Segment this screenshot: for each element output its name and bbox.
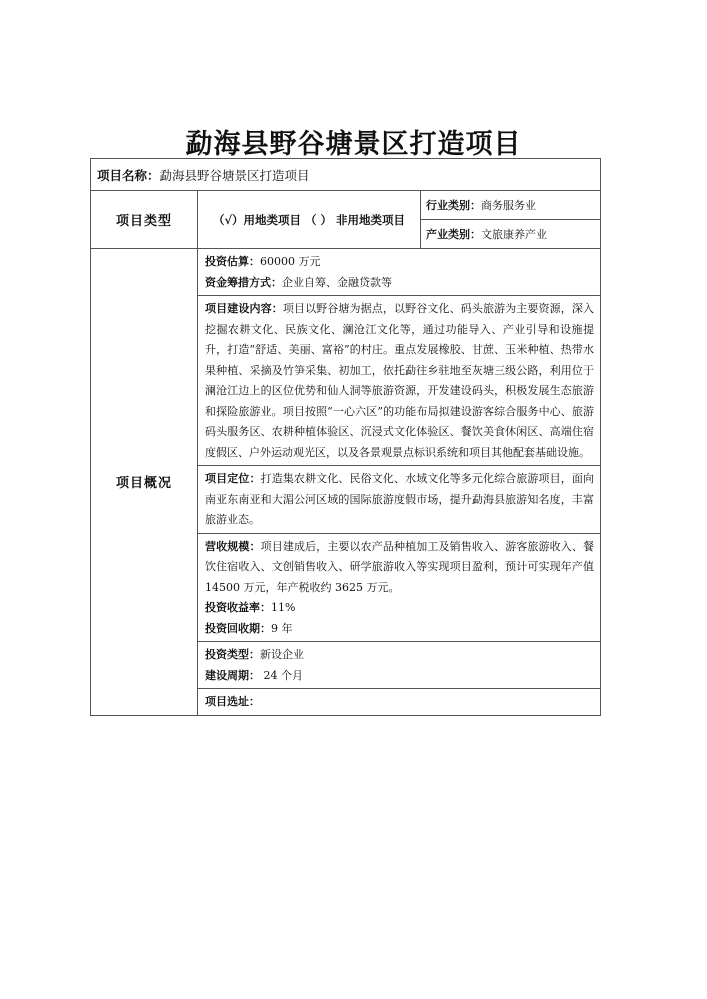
project-name-cell — [91, 159, 601, 191]
sector-value: 文旅康养产业 — [481, 228, 547, 241]
roi-value: 11% — [271, 601, 296, 614]
project-name-value: 勐海县野谷塘景区打造项目 — [159, 167, 310, 183]
construction-label: 项目建设内容： — [205, 302, 283, 315]
period-label: 建设周期： — [205, 668, 260, 682]
revenue-label: 营收规模： — [205, 539, 261, 553]
revenue-text: 项目建成后，主要以农产品种植加工及销售收入、游客旅游收入、餐饮住宿收入、文创销售收入、研学旅游收入等实现项目盈利，预计可实现年产值 14500 万元，年产税收约 3625 万元。 — [205, 539, 595, 594]
industry-cell — [421, 191, 601, 220]
positioning-label: 项目定位： — [205, 472, 261, 485]
construction-text: 项目以野谷塘为据点，以野谷文化、码头旅游为主要资源，深入挖掘农耕文化、民族文化、澜沧江文化等，通过功能导入、产业引导和设施提升，打造“舒适、美丽、富裕”的村庄。重点发展橡胶、甘蔗、玉米种植、热带水果种植、采摘及竹笋采集、初加工，依托勐往乡驻地至灰塘三级公路，利用位于澜沧江边上的区位优势和仙人洞等旅游资源，开发建设码头，积极发展生态旅游和探险旅游业。项目按照“一心六区”的功能布局拟建设游客综合服务中心、旅游码头服务区、农耕种植体验区、沉浸式文化体验区、餐饮美食休闲区、高端住宿度假区、户外运动观光区，以及各景观景点标识系统和项目其他配套基础设施。 — [205, 302, 595, 459]
project-name-row — [91, 159, 601, 191]
investment-row — [91, 249, 601, 296]
sector-label: 产业类别： — [426, 228, 481, 241]
project-type-label: 项目类型 — [91, 191, 198, 249]
construction-cell — [198, 296, 601, 466]
revenue-cell — [198, 533, 601, 642]
funding-label: 资金筹措方式： — [205, 275, 282, 289]
payback-label: 投资回收期： — [205, 621, 271, 635]
site-label: 项目选址： — [205, 695, 260, 708]
period-value: 24 个月 — [260, 668, 303, 682]
project-name-label: 项目名称： — [97, 167, 160, 183]
sector-cell — [421, 220, 601, 249]
land-use-options: （√）用地类项目 （ ） 非用地类项目 — [198, 191, 421, 249]
site-cell — [198, 689, 601, 716]
funding-value: 企业自筹、金融贷款等 — [282, 275, 392, 289]
project-type-row — [91, 191, 601, 220]
investment-value: 60000 万元 — [260, 255, 321, 268]
project-info-table — [90, 158, 601, 716]
document-title: 勐海县野谷塘景区打造项目 — [185, 129, 522, 160]
industry-value: 商务服务业 — [481, 199, 536, 212]
invest-type-label: 投资类型： — [205, 648, 260, 661]
overview-label: 项目概况 — [91, 249, 198, 716]
positioning-text: 打造集农耕文化、民俗文化、水域文化等多元化综合旅游项目，面向南亚东南亚和大湄公河区域的国际旅游度假市场，提升勐海县旅游知名度，丰富旅游业态。 — [205, 472, 595, 526]
payback-value: 9 年 — [271, 621, 293, 635]
positioning-cell — [198, 466, 601, 534]
investment-cell — [198, 249, 601, 296]
invest-type-value: 新设企业 — [260, 648, 304, 661]
invest-type-cell — [198, 642, 601, 689]
investment-label: 投资估算： — [205, 255, 260, 268]
industry-label: 行业类别： — [426, 199, 481, 212]
roi-label: 投资收益率： — [205, 601, 271, 614]
